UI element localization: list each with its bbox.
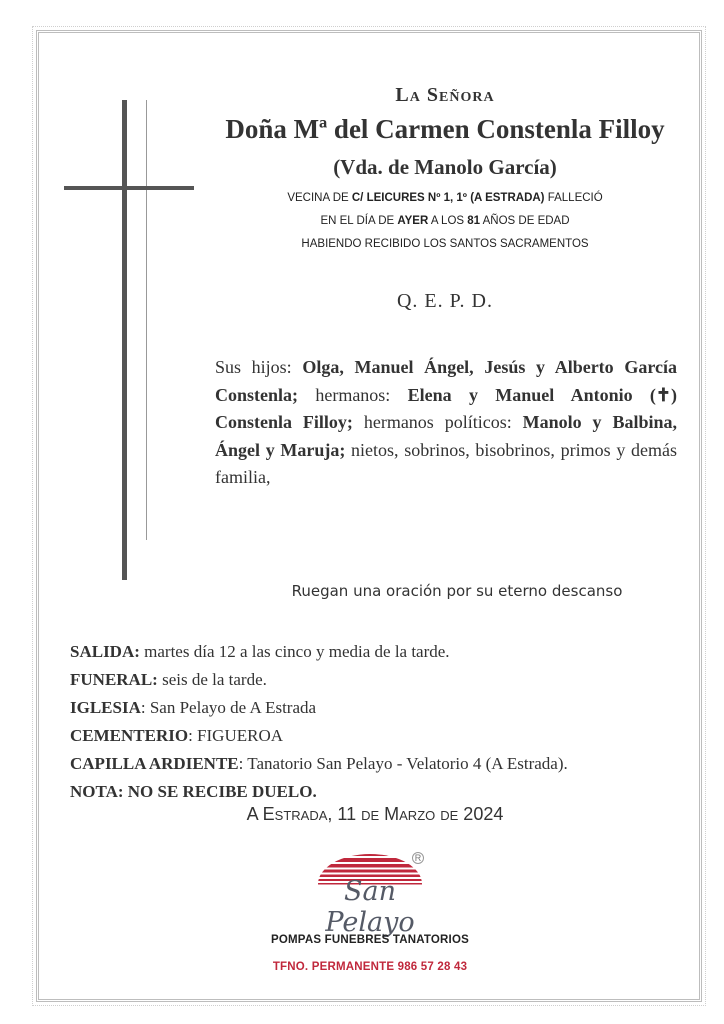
detail-row-cementerio: CEMENTERIO: FIGUEROA — [70, 726, 283, 745]
title-la-senora: La Señora — [395, 84, 495, 106]
cross-icon — [64, 100, 194, 580]
age-line: EN EL DÍA DE AYER A LOS 81 AÑOS DE EDAD — [320, 215, 570, 227]
detail-row-nota: NOTA: NO SE RECIBE DUELO. — [70, 782, 317, 801]
detail-row-funeral: FUNERAL: seis de la tarde. — [70, 670, 267, 689]
place-date: A Estrada, 11 de Marzo de 2024 — [246, 804, 504, 824]
service-details — [70, 638, 680, 806]
detail-row-iglesia: IGLESIA: San Pelayo de A Estrada — [70, 698, 317, 717]
company-name: POMPAS FUNEBRES TANATORIOS — [271, 934, 469, 946]
phone-number: TFNO. PERMANENTE 986 57 28 43 — [272, 961, 468, 973]
deceased-name: Doña Mª del Carmen Constenla Filloy — [225, 114, 665, 144]
family-paragraph: Sus hijos: Olga, Manuel Ángel, Jesús y Alberto García Constenla; hermanos: Elena y Manuel Antonio (✝) Constenla Filloy; hermanos políticos: Manolo y Balbina, Ángel y Maruja; nietos, sobrinos, bisobrinos, primos y demás familia, — [215, 357, 678, 488]
address-line: VECINA DE C/ LEICURES Nº 1, 1º (A ESTRADA) FALLECIÓ — [287, 192, 603, 204]
prayer-request: Ruegan una oración por su eterno descanso — [291, 582, 623, 600]
qepd: Q. E. P. D. — [396, 290, 493, 312]
logo-text: San Pelayo — [325, 876, 415, 938]
sacraments-line: HABIENDO RECIBIDO LOS SANTOS SACRAMENTOS — [301, 238, 589, 250]
detail-row-salida: SALIDA: martes día 12 a las cinco y media de la tarde. — [70, 642, 450, 661]
detail-row-capilla: CAPILLA ARDIENTE: Tanatorio San Pelayo - Velatorio 4 (A Estrada). — [70, 754, 568, 773]
registered-mark: R — [412, 852, 424, 864]
widow-of: (Vda. de Manolo García) — [333, 155, 557, 179]
